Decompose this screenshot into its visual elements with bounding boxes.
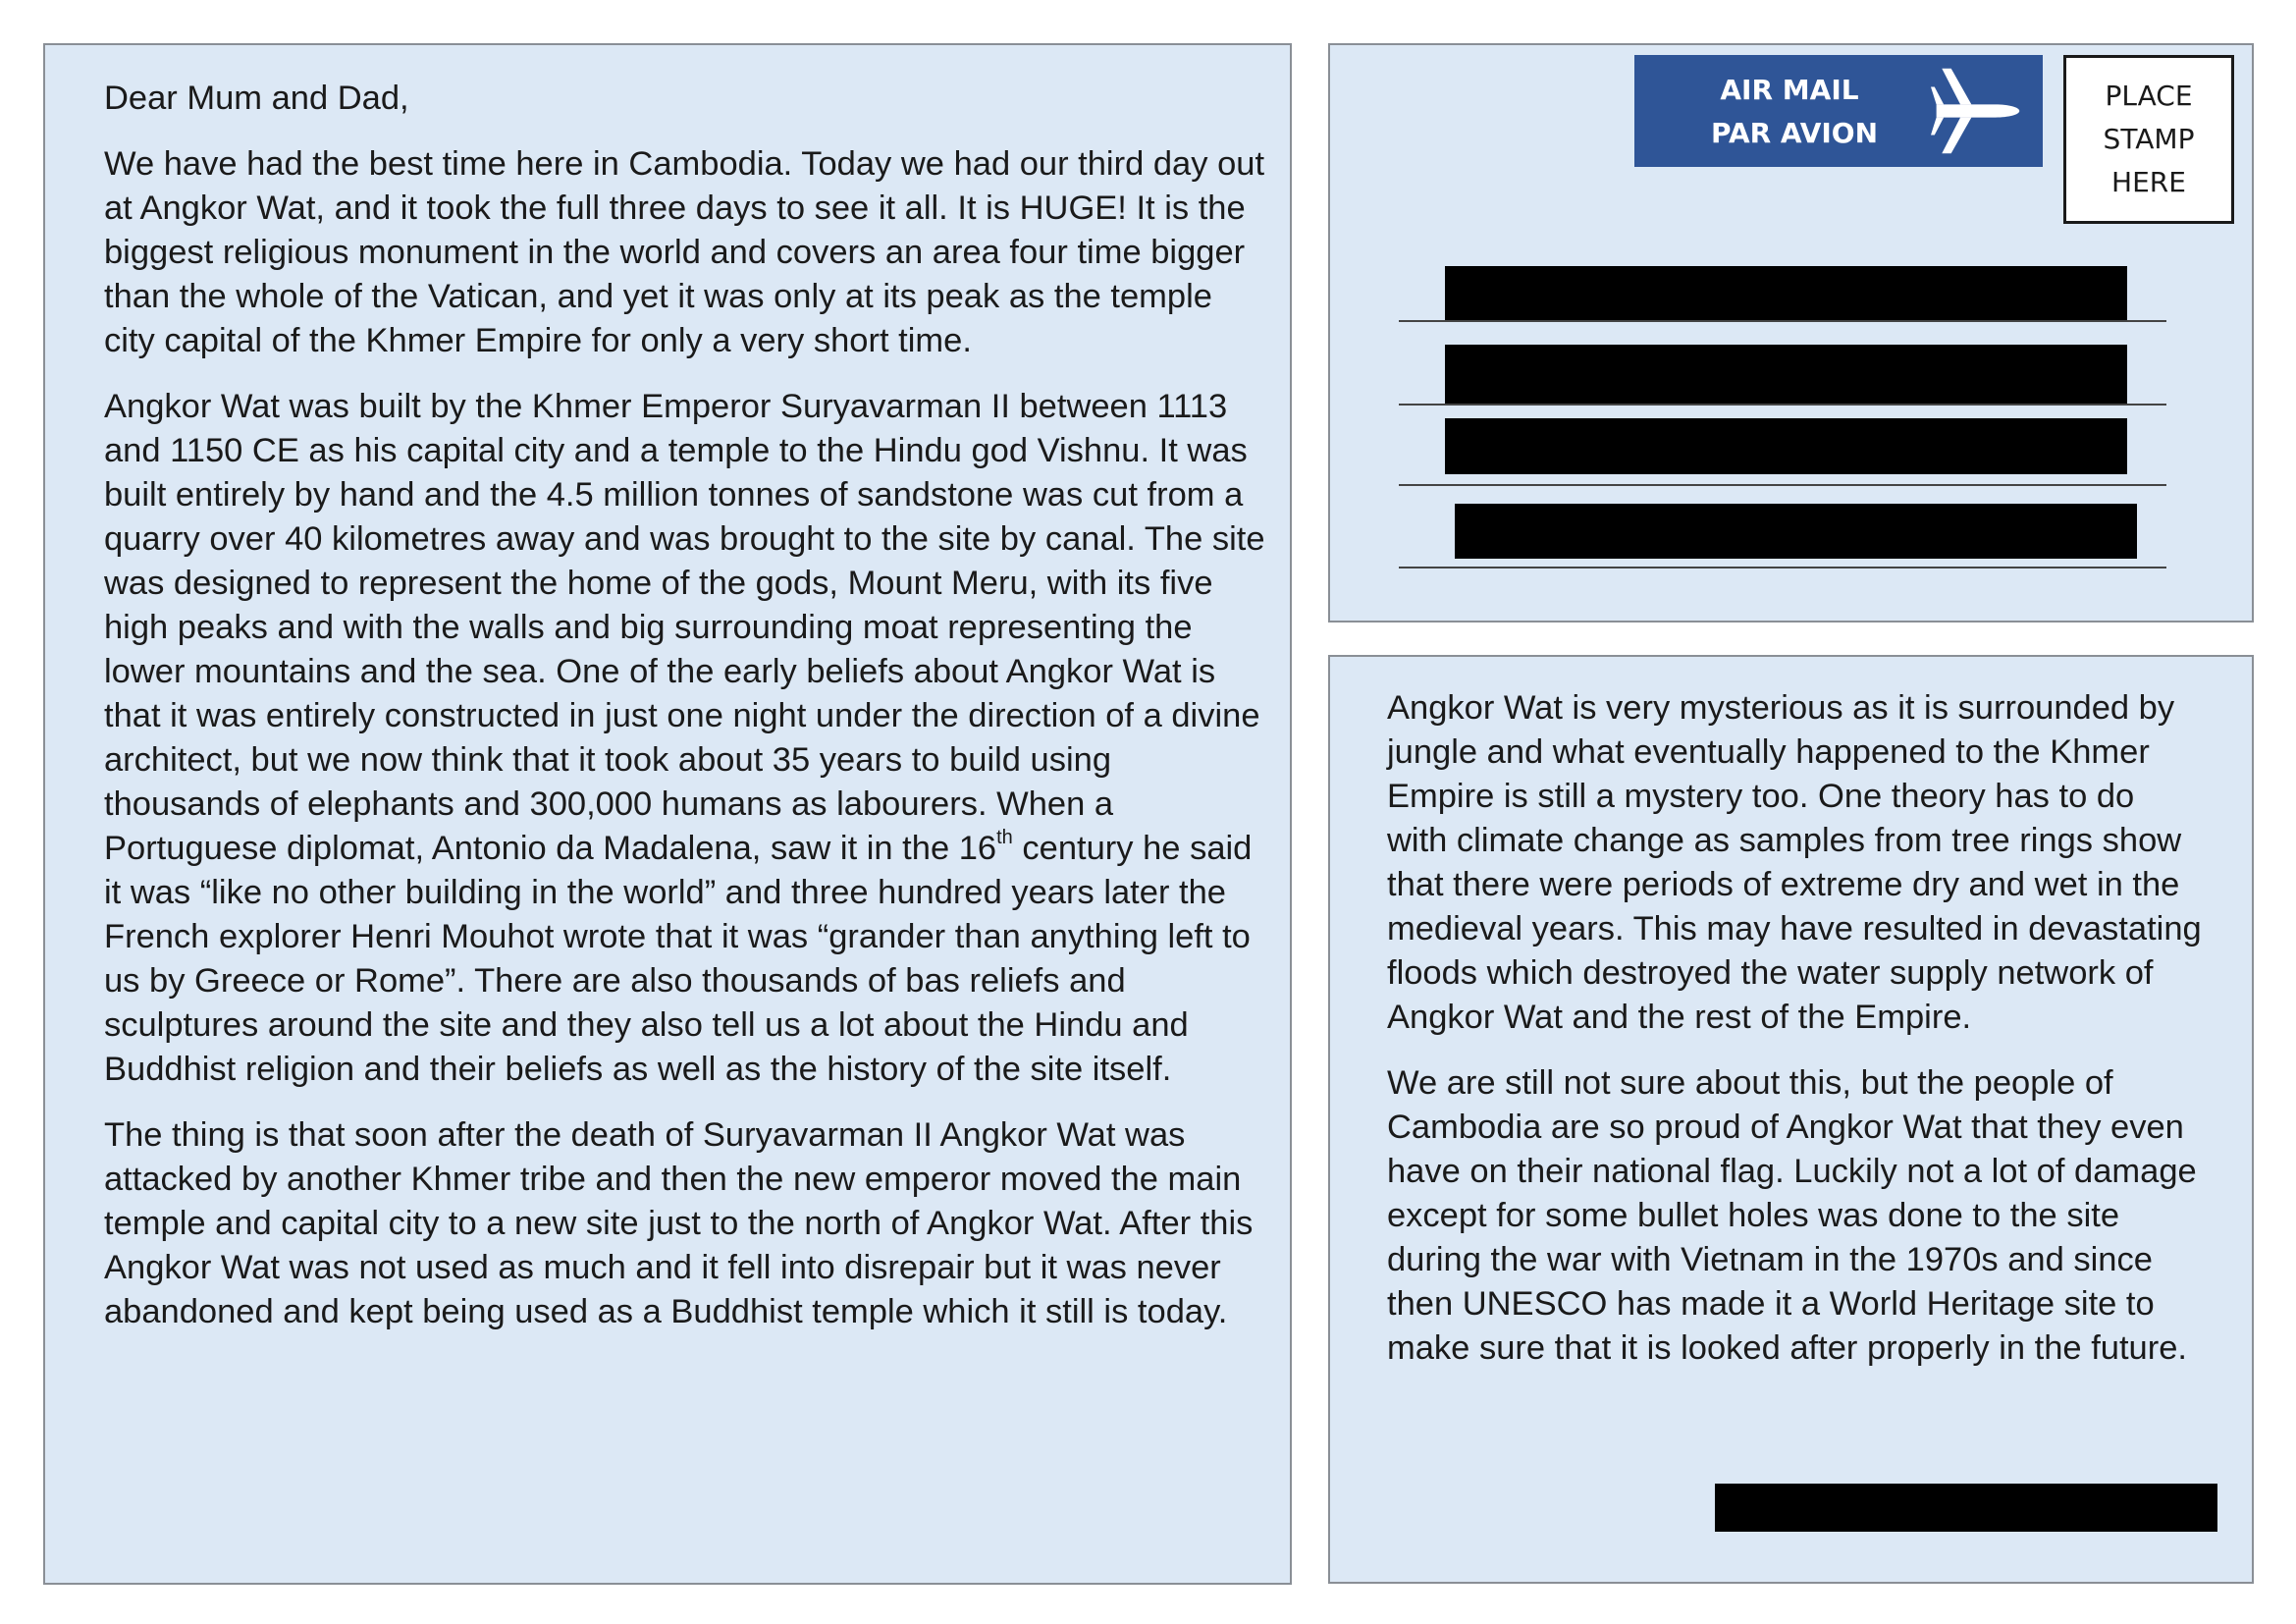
letter-paragraph-2-part-b: century he said it was “like no other building in the world” and three hundred years later the French explorer Henri Mouhot wrote that it was “grander than anything left to us by Greece or Rome”. There are also thousands of bas reliefs and sculptures around the site and they also tell us a lot about the Hindu and Buddhist religion and their beliefs as well as the history of the site itself. (104, 830, 1253, 1088)
stamp-box (2063, 55, 2234, 224)
address-line-2 (1399, 404, 2166, 406)
letter-paragraph-1: We have had the best time here in Cambodia. Today we had our third day out at Angkor Wat, and it took the full three days to see it all. It is HUGE! It is the biggest religious monument in the world and covers an area four time bigger than the whole of the Vatican, and yet it was only at its peak as the temple city capital of the Khmer Empire for only a very short time. (104, 145, 1265, 359)
address-panel (1328, 43, 2254, 623)
continuation-paragraph-2: We are still not sure about this, but the people of Cambodia are so proud of Angkor Wat that they even have on their national flag. Luckily not a lot of damage except for some bullet holes was done to the site during the war with Vietnam in the 1970s and since then UNESCO has made it a World Heritage site to make sure that it is looked after properly in the future. (1387, 1064, 2197, 1367)
stamp-line-1: PLACE (2105, 80, 2193, 112)
letter-paragraph-2-part-a: Angkor Wat was built by the Khmer Emperor Suryavarman II between 1113 and 1150 CE as his capital city and a temple to the Hindu god Vishnu. It was built entirely by hand and the 4.5 million tonnes of sandstone was cut from a quarry over 40 kilometres away and was brought to the site by canal. The site was designed to represent the home of the gods, Mount Meru, with its five high peaks and with the walls and big surrounding moat representing the lower mountains and the sea. One of the early beliefs about Angkor Wat is that it was entirely constructed in just one night under the direction of a divine architect, but we now think that it took about 35 years to build using thousands of elephants and 300,000 humans as labourers. When a Portuguese diplomat, Antonio da Madalena, saw it in the 16 (104, 388, 1265, 867)
letter-panel (43, 43, 1292, 1585)
stamp-line-3: HERE (2111, 166, 2186, 198)
airmail-label (1634, 55, 2043, 167)
signature-redaction (1715, 1484, 2217, 1532)
continuation-panel (1328, 655, 2254, 1584)
address-line-3 (1399, 484, 2166, 486)
airmail-line-1: AIR MAIL (1720, 74, 1859, 106)
continuation-text (1387, 686, 2202, 1392)
letter-paragraph-3: The thing is that soon after the death of Suryavarman II Angkor Wat was attacked by another Khmer tribe and then the new emperor moved the main temple and capital city to a new site just to the north of Angkor Wat. After this Angkor Wat was not used as much and it fell into disrepair but it was never abandoned and kept being used as a Buddhist temple which it still is today. (104, 1116, 1254, 1330)
letter-paragraph-2 (104, 385, 1267, 1092)
airmail-text (1711, 69, 1879, 155)
address-redaction-1 (1445, 266, 2127, 320)
address-redaction-2 (1445, 345, 2127, 404)
continuation-paragraph-1: Angkor Wat is very mysterious as it is surrounded by jungle and what eventually happened to the Khmer Empire is still a mystery too. One theory has to do with climate change as samples from tree rings show that there were periods of extreme dry and wet in the medieval years. This may have resulted in devastating floods which destroyed the water supply network of Angkor Wat and the rest of the Empire. (1387, 689, 2202, 1036)
letter-greeting: Dear Mum and Dad, (104, 80, 409, 117)
stamp-line-2: STAMP (2103, 123, 2195, 155)
ordinal-suffix: th (996, 826, 1013, 848)
address-redaction-4 (1455, 504, 2137, 559)
letter-text (104, 77, 1267, 1356)
airmail-line-2: PAR AVION (1711, 117, 1879, 149)
address-line-1 (1399, 320, 2166, 322)
airplane-icon (1927, 65, 2027, 157)
address-line-4 (1399, 567, 2166, 568)
address-redaction-3 (1445, 418, 2127, 474)
